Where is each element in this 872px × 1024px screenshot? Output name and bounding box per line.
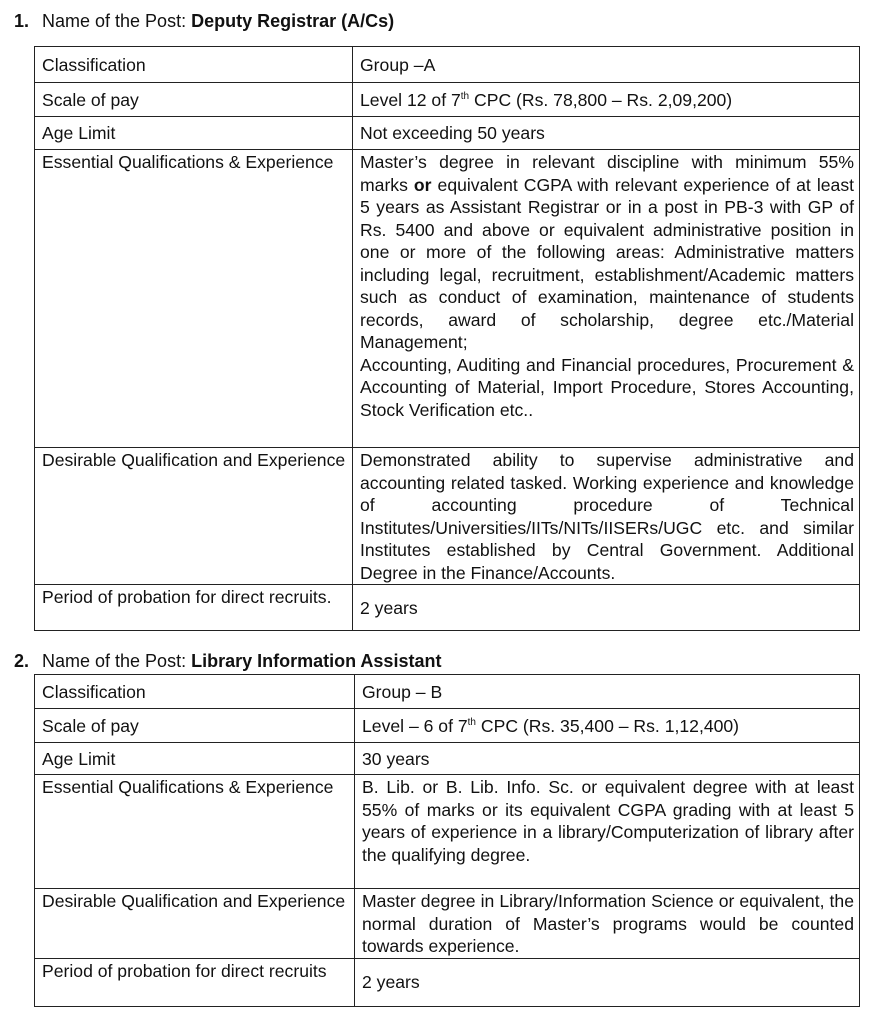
classification-value: Group – B <box>355 675 860 709</box>
scale-of-pay-label: Scale of pay <box>35 83 353 117</box>
table-row <box>35 775 860 889</box>
probation-label: Period of probation for direct recruits. <box>35 585 353 631</box>
scale-of-pay-sup: th <box>467 716 476 728</box>
age-limit-label: Age Limit <box>35 743 355 775</box>
post-2-number: 2. <box>14 651 30 671</box>
table-row <box>35 958 860 1006</box>
probation-label: Period of probation for direct recruits <box>35 958 355 1006</box>
scale-of-pay-level: Level 12 of 7 <box>360 89 461 110</box>
post-2-heading <box>14 650 441 672</box>
scale-of-pay-sup: th <box>460 90 470 102</box>
post-2-table <box>34 674 860 1007</box>
desirable-qualification-label: Desirable Qualification and Experience <box>35 448 353 585</box>
age-limit-value: Not exceeding 50 years <box>353 117 860 150</box>
table-row <box>35 743 860 775</box>
table-row <box>35 117 860 150</box>
table-row <box>35 709 860 743</box>
post-1-heading <box>14 10 394 32</box>
scale-of-pay-range: CPC (Rs. 78,800 – Rs. 2,09,200) <box>469 89 733 110</box>
probation-value: 2 years <box>353 585 860 631</box>
table-row <box>35 889 860 959</box>
table-row <box>35 585 860 631</box>
essential-text-or: or <box>413 174 432 195</box>
post-1-name: Deputy Registrar (A/Cs) <box>191 11 395 31</box>
post-2-heading-prefix: Name of the Post: <box>42 651 192 671</box>
classification-label: Classification <box>35 675 355 709</box>
scale-of-pay-value <box>353 83 860 117</box>
essential-qualifications-paragraph-2: Accounting, Auditing and Financial procedures, Procurement & Accounting of Material, Import Procedure, Stores Accounting, Stock Verification etc.. <box>360 354 854 420</box>
desirable-qualification-value: Demonstrated ability to supervise administrative and accounting related tasked. Working experience and knowledge of accounting procedure of Technical Institutes/Universities/IITs/NITs/IISERs/UGC etc. and similar Institutes established by Central Government. Additional Degree in the Finance/Accounts. <box>353 448 860 585</box>
scale-of-pay-level: Level – 6 of 7 <box>362 715 468 736</box>
table-row <box>35 47 860 83</box>
table-row <box>35 448 860 585</box>
table-row <box>35 83 860 117</box>
table-row <box>35 675 860 709</box>
scale-of-pay-range: CPC (Rs. 35,400 – Rs. 1,12,400) <box>475 715 740 736</box>
post-1-table <box>34 46 860 631</box>
desirable-qualification-label: Desirable Qualification and Experience <box>35 889 355 959</box>
classification-label: Classification <box>35 47 353 83</box>
desirable-qualification-value: Master degree in Library/Information Science or equivalent, the normal duration of Master’s programs would be counted towards experience. <box>355 889 860 959</box>
post-2-name: Library Information Assistant <box>191 651 442 671</box>
age-limit-label: Age Limit <box>35 117 353 150</box>
post-1-number: 1. <box>14 11 30 31</box>
post-1-heading-prefix: Name of the Post: <box>42 11 192 31</box>
scale-of-pay-value <box>355 709 860 743</box>
probation-value: 2 years <box>355 958 860 1006</box>
essential-qualifications-label: Essential Qualifications & Experience <box>35 150 353 448</box>
essential-qualifications-label: Essential Qualifications & Experience <box>35 775 355 889</box>
essential-text-b: equivalent CGPA with relevant experience of at least 5 years as Assistant Registrar or in a post in PB-3 with GP of Rs. 5400 and above or equivalent administrative position in one or more of the following areas: Administrative matters including legal, recruitment, establishment/Academic matters such as conduct of examination, maintenance of students records, award of scholarship, degree etc./Material Management; <box>360 174 854 352</box>
essential-qualifications-value: B. Lib. or B. Lib. Info. Sc. or equivalent degree with at least 55% of marks or its equivalent CGPA grading with at least 5 years of experience in a library/Computerization of library after the qualifying degree. <box>355 775 860 889</box>
table-row <box>35 150 860 448</box>
essential-text-a: Master’s degree in relevant discipline with minimum 55% marks <box>360 152 854 195</box>
scale-of-pay-label: Scale of pay <box>35 709 355 743</box>
classification-value: Group –A <box>353 47 860 83</box>
essential-qualifications-paragraph <box>360 151 854 354</box>
essential-qualifications-value <box>353 150 860 448</box>
age-limit-value: 30 years <box>355 743 860 775</box>
